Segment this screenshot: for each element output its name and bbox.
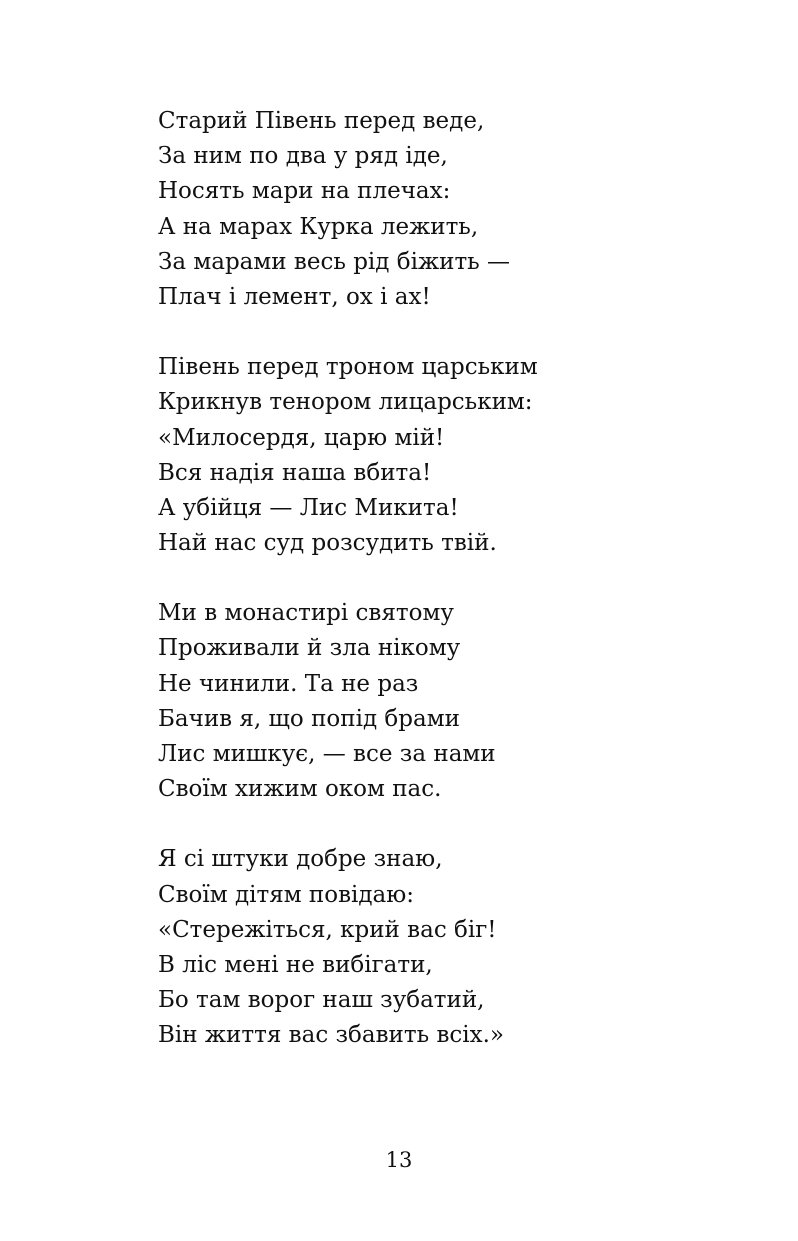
poem-line: Най нас суд розсудить твій. <box>158 530 497 557</box>
stanza-4 <box>158 842 718 1053</box>
poem-line: Лис мишкує, — все за нами <box>158 741 496 767</box>
poem-line: В ліс мені не вибігати, <box>158 951 433 978</box>
poem-line: Своїм дітям повідаю: <box>158 881 415 908</box>
poem-line: Півень перед троном царським <box>158 354 538 381</box>
poem-line: «Стережіться, крий вас біг! <box>158 916 497 943</box>
poem-line: А на марах Курка лежить, <box>158 213 479 240</box>
poem-line: А убійця — Лис Микита! <box>158 494 459 521</box>
stanza-3 <box>158 596 718 807</box>
poem-line: «Милосердя, царю мій! <box>158 424 445 451</box>
stanza-2 <box>158 350 718 561</box>
poem-line: За марами весь рід біжить — <box>158 248 510 275</box>
poem-line: Плач і лемент, ох і ах! <box>158 283 431 310</box>
poem-line: Старий Півень перед веде, <box>158 108 485 134</box>
poem-line: Бачив я, що попід брами <box>158 705 460 732</box>
poem-line: Крикнув тенором лицарським: <box>158 389 533 416</box>
poem-line: Я сі штуки добре знаю, <box>158 846 443 873</box>
page-number: 13 <box>385 1148 413 1172</box>
poem-line: Ми в монастирі святому <box>158 600 454 627</box>
poem-line: Носять мари на плечах: <box>158 178 451 205</box>
poem-line: За ним по два у ряд іде, <box>158 143 448 170</box>
poem-line: Вся надія наша вбита! <box>158 459 432 486</box>
poem-line: Своїм хижим оком пас. <box>158 776 442 803</box>
poem-line: Бо там ворог наш зубатий, <box>158 987 485 1014</box>
poem-line: Проживали й зла нікому <box>158 635 461 662</box>
stanza-1 <box>158 104 718 315</box>
poem-line: Він життя вас збавить всіх.» <box>158 1022 504 1049</box>
poem <box>158 104 718 1089</box>
poem-line: Не чинили. Та не раз <box>158 670 419 697</box>
